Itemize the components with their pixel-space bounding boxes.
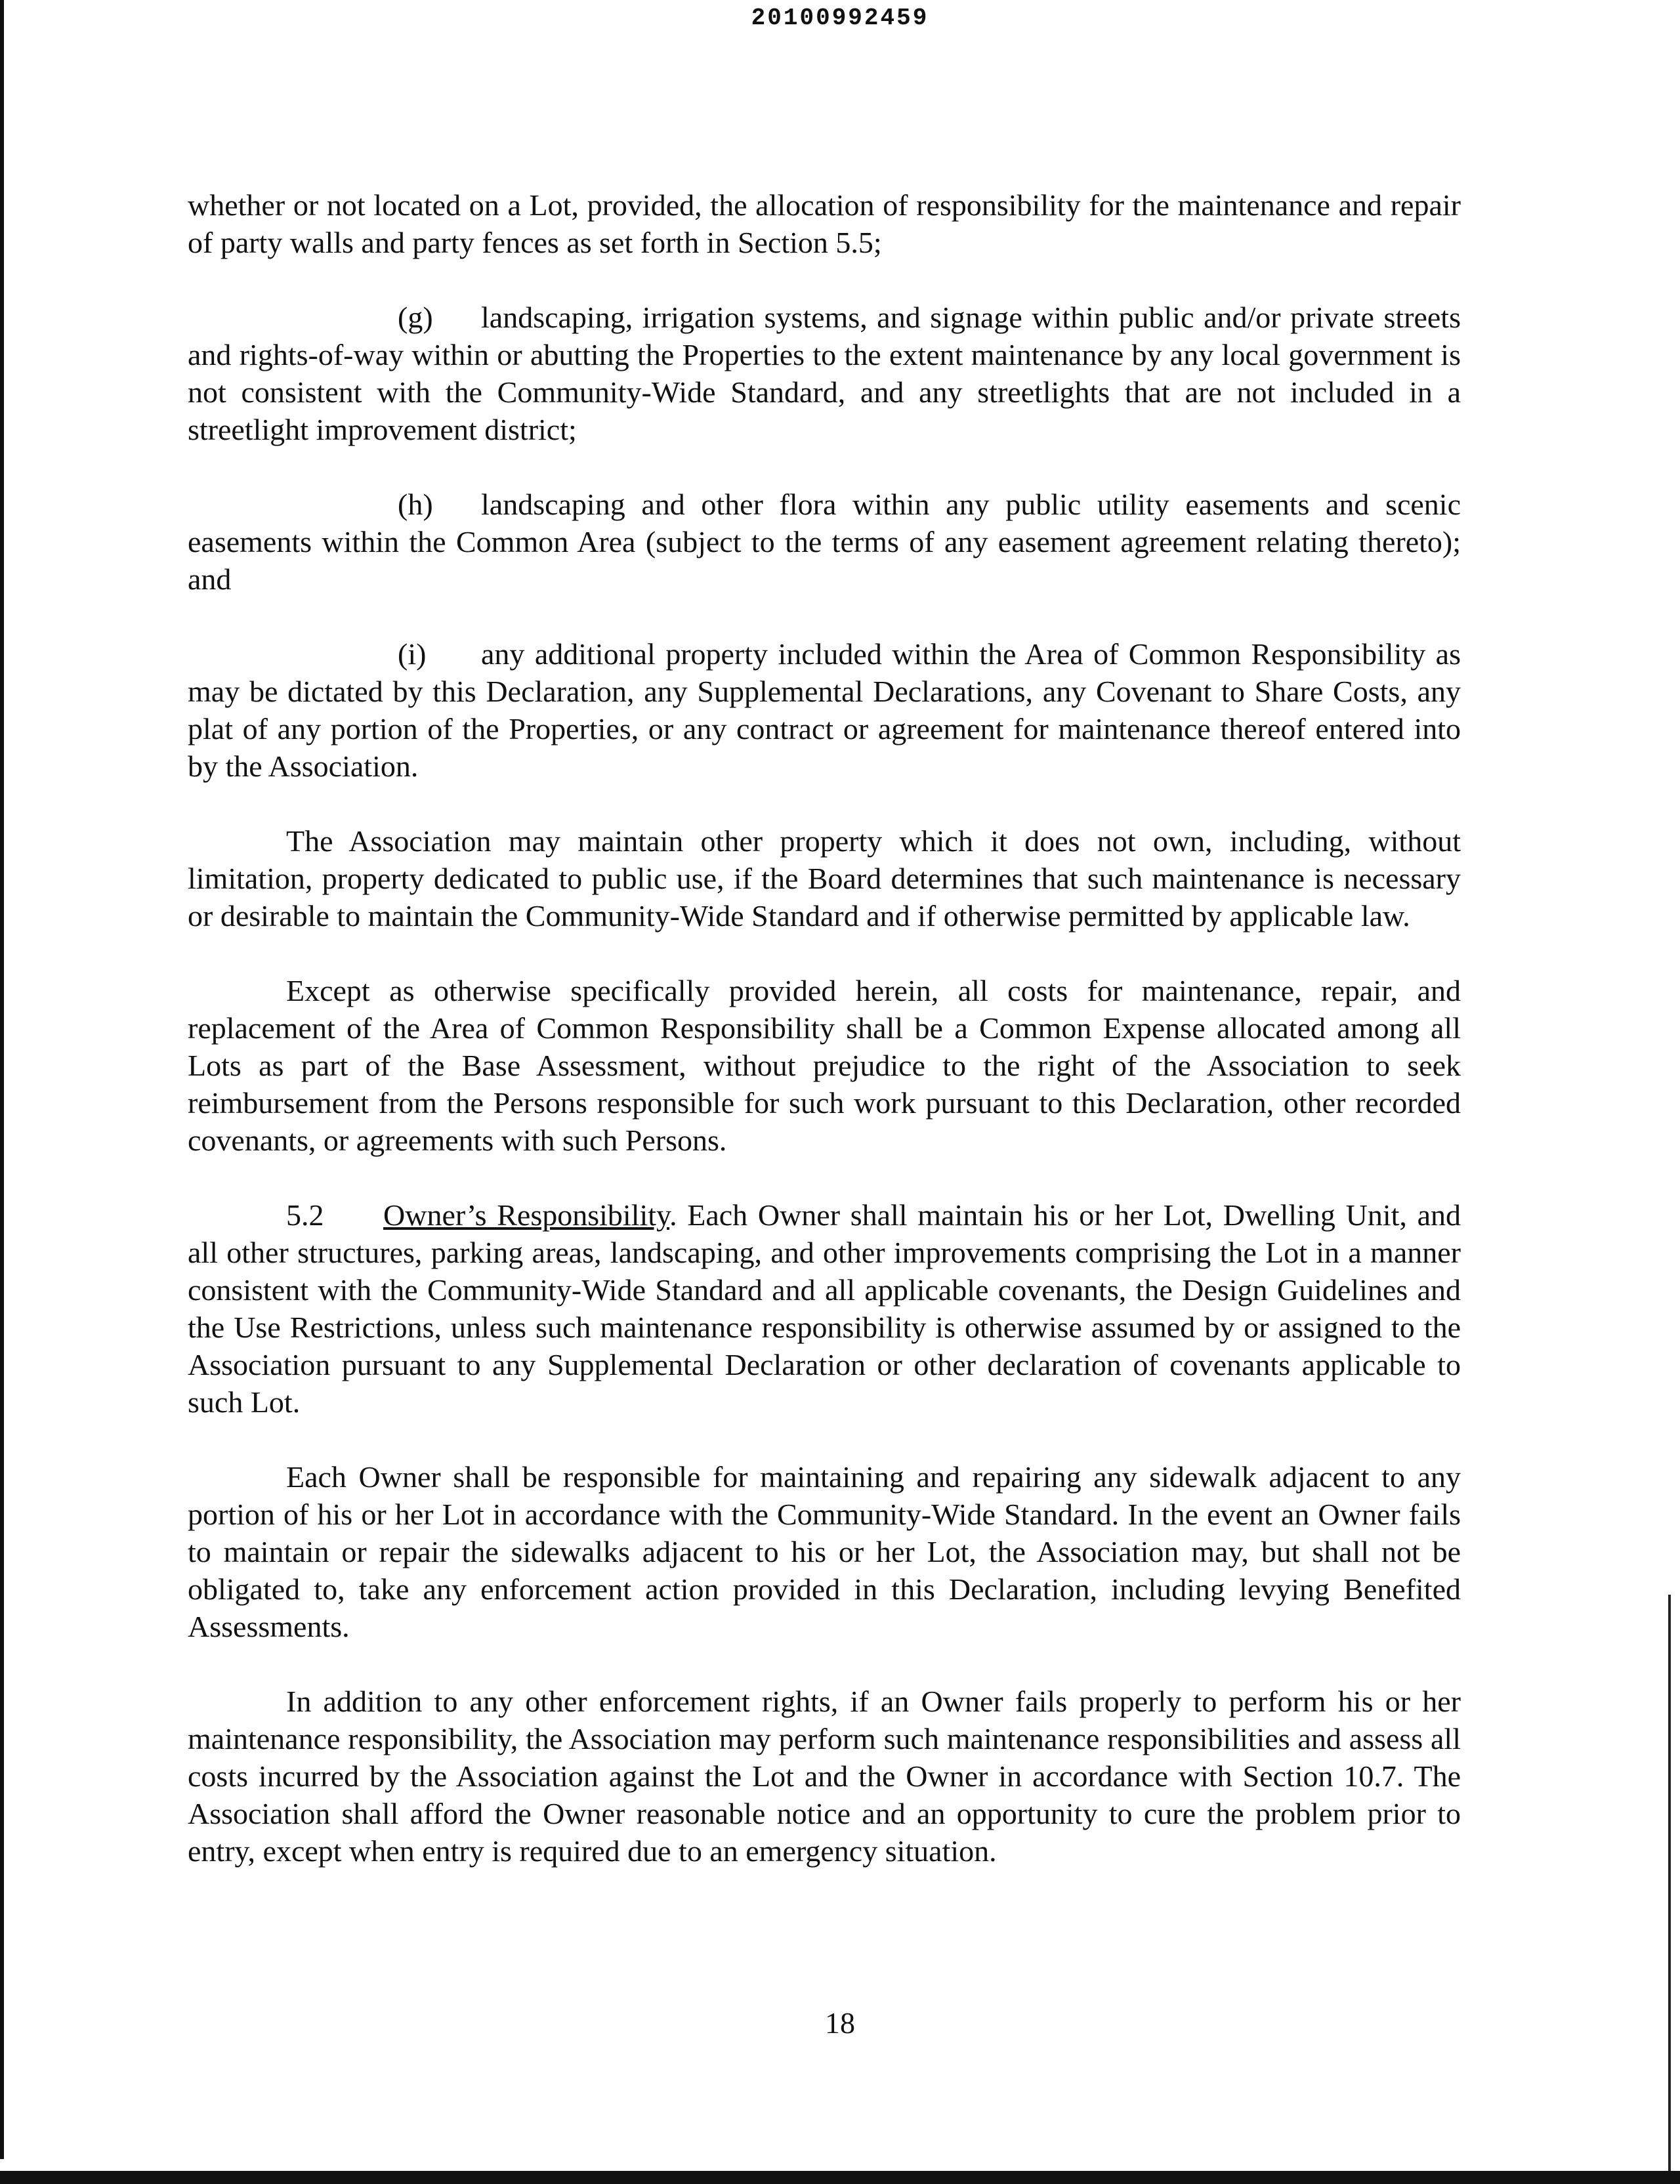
page-bottom-edge <box>0 2171 1680 2184</box>
list-text-g: landscaping, irrigation systems, and signage within public and/or private streets and rights-of-way within or abutting the Properties to the extent maintenance by any local government is not consistent with the Community-Wide Standard, and any streetlights that are not included in a streetlight improvement district; <box>188 301 1461 446</box>
section-heading: Owner’s Responsibility <box>383 1198 670 1232</box>
list-item-h <box>188 486 1461 598</box>
list-text-h: landscaping and other flora within any public utility easements and scenic easements within the Common Area (subject to the terms of any easement agreement relating thereto); and <box>188 488 1461 596</box>
list-label-h: (h) <box>398 488 433 521</box>
section-5-2 <box>188 1196 1461 1421</box>
paragraph-continuation: whether or not located on a Lot, provided, the allocation of responsibility for the maintenance and repair of party walls and party fences as set forth in Section 5.5; <box>188 188 1461 259</box>
paragraph-sidewalk: Each Owner shall be responsible for maintaining and repairing any sidewalk adjacent to any portion of his or her Lot in accordance with the Community-Wide Standard. In the event an Owner fails to maintain or repair the sidewalks adjacent to his or her Lot, the Association may, but shall not be obligated to, take any enforcement action provided in this Declaration, including levying Benefited Assessments. <box>188 1460 1461 1643</box>
page-right-edge <box>1668 1595 1671 2172</box>
page-left-edge <box>0 0 4 2159</box>
section-text: . Each Owner shall maintain his or her Lot, Dwelling Unit, and all other structures, parking areas, landscaping, and other improvements comprising the Lot in a manner consistent with the Community-Wide Standard and all applicable covenants, the Design Guidelines and the Use Restrictions, unless such maintenance responsibility is otherwise assumed by or assigned to the Association pursuant to any Supplemental Declaration or other declaration of covenants applicable to such Lot. <box>188 1198 1461 1419</box>
list-label-g: (g) <box>398 301 433 334</box>
list-label-i: (i) <box>398 637 427 671</box>
list-item-i <box>188 635 1461 785</box>
paragraph-costs: Except as otherwise specifically provided herein, all costs for maintenance, repair, and replacement of the Area of Common Responsibility shall be a Common Expense allocated among all Lots as part of the Base Assessment, without prejudice to the right of the Association to seek reimbursement from the Persons responsible for such work pursuant to this Declaration, other recorded covenants, or agreements with such Persons. <box>188 974 1461 1157</box>
document-number: 20100992459 <box>751 5 929 32</box>
list-item-g <box>188 299 1461 448</box>
document-body <box>188 186 1461 1907</box>
list-text-i: any additional property included within the Area of Common Responsibility as may be dictated by this Declaration, any Supplemental Declarations, any Covenant to Share Costs, any plat of any portion of the Properties, or any contract or agreement for maintenance thereof entered into by the Association. <box>188 637 1461 783</box>
page-number: 18 <box>825 2006 855 2040</box>
section-number: 5.2 <box>286 1198 324 1232</box>
paragraph-other-property: The Association may maintain other property which it does not own, including, without limitation, property dedicated to public use, if the Board determines that such maintenance is necessary or desirable to maintain the Community-Wide Standard and if otherwise permitted by applicable law. <box>188 824 1461 933</box>
paragraph-enforcement: In addition to any other enforcement rights, if an Owner fails properly to perform his or her maintenance responsibility, the Association may perform such maintenance responsibilities and assess all costs incurred by the Association against the Lot and the Owner in accordance with Section 10.7. The Association shall afford the Owner reasonable notice and an opportunity to cure the problem prior to entry, except when entry is required due to an emergency situation. <box>188 1685 1461 1868</box>
